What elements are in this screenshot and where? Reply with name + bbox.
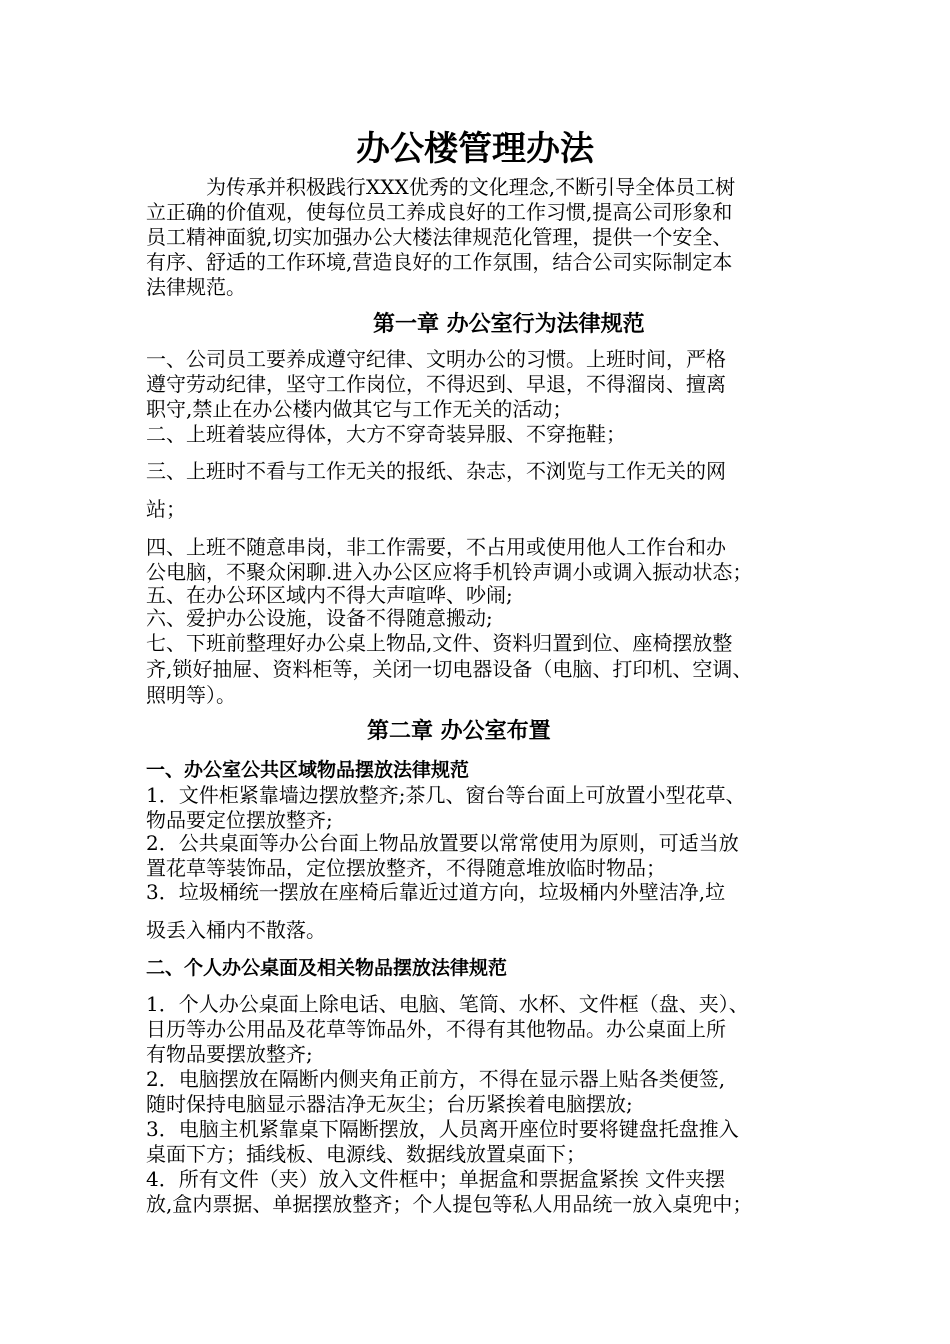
paragraph-line: 有物品要摆放整齐; <box>146 1042 313 1066</box>
document-title: 办公楼管理办法 <box>356 129 594 169</box>
chapter-heading: 第一章 办公室行为法律规范 <box>373 312 645 337</box>
paragraph-line: 3．电脑主机紧靠桌下隔断摆放，人员离开座位时要将键盘托盘推入 <box>146 1117 739 1141</box>
intro-line: 员工精神面貌,切实加强办公大楼法律规范化管理，提供一个安全、 <box>146 225 733 249</box>
paragraph-line: 2．公共桌面等办公台面上物品放置要以常常使用为原则，可适当放 <box>146 831 739 855</box>
paragraph-line: 五、在办公环区域内不得大声喧哗、吵闹; <box>146 583 513 607</box>
intro-line: 有序、舒适的工作环境,营造良好的工作氛围，结合公司实际制定本 <box>146 250 733 274</box>
intro-line: 立正确的价值观，使每位员工养成良好的工作习惯,提高公司形象和 <box>146 200 733 224</box>
paragraph-line: 遵守劳动纪律，坚守工作岗位，不得迟到、早退，不得溜岗、擅离 <box>146 372 726 396</box>
paragraph-line: 一、公司员工要养成遵守纪律、文明办公的习惯。上班时间，严格 <box>146 347 726 371</box>
paragraph-line: 1．个人办公桌面上除电话、电脑、笔筒、水杯、文件框（盘、夹）、 <box>146 992 749 1016</box>
paragraph-line: 桌面下方；插线板、电源线、数据线放置桌面下； <box>146 1142 586 1166</box>
paragraph-line: 齐,锁好抽屉、资料柜等，关闭一切电器设备（电脑、打印机、空调、 <box>146 657 753 681</box>
paragraph-line: 放,盒内票据、单据摆放整齐；个人提包等私人用品统一放入桌兜中； <box>146 1192 753 1216</box>
paragraph-line: 置花草等装饰品，定位摆放整齐，不得随意堆放临时物品； <box>146 856 666 880</box>
paragraph-line: 2．电脑摆放在隔断内侧夹角正前方，不得在显示器上贴各类便签, <box>146 1067 726 1091</box>
chapter-heading: 第二章 办公室布置 <box>367 719 551 744</box>
paragraph-line: 1．文件柜紧靠墙边摆放整齐;茶几、窗台等台面上可放置小型花草、 <box>146 783 746 807</box>
paragraph-line: 随时保持电脑显示器洁净无灰尘；台历紧挨着电脑摆放; <box>146 1092 633 1116</box>
paragraph-line: 公电脑，不聚众闲聊.进入办公区应将手机铃声调小或调入振动状态； <box>146 560 753 584</box>
paragraph-line: 圾丢入桶内不散落。 <box>146 918 326 942</box>
paragraph-line: 四、上班不随意串岗，非工作需要，不占用或使用他人工作台和办 <box>146 535 726 559</box>
paragraph-line: 照明等）。 <box>146 683 236 707</box>
paragraph-line: 七、下班前整理好办公桌上物品,文件、资料归置到位、座椅摆放整 <box>146 631 733 655</box>
intro-line: 法律规范。 <box>146 275 246 299</box>
paragraph-line: 站； <box>146 497 186 521</box>
paragraph-line: 日历等办公用品及花草等饰品外，不得有其他物品。办公桌面上所 <box>146 1017 726 1041</box>
paragraph-line: 3．垃圾桶统一摆放在座椅后靠近过道方向，垃圾桶内外壁洁净,垃 <box>146 880 726 904</box>
section-heading: 二、个人办公桌面及相关物品摆放法律规范 <box>146 957 508 979</box>
section-heading: 一、办公室公共区域物品摆放法律规范 <box>146 759 470 781</box>
paragraph-line: 六、爱护办公设施，设备不得随意搬动; <box>146 606 493 630</box>
paragraph-line: 4．所有文件（夹）放入文件框中；单据盒和票据盒紧挨 文件夹摆 <box>146 1167 726 1191</box>
paragraph-line: 三、上班时不看与工作无关的报纸、杂志，不浏览与工作无关的网 <box>146 459 726 483</box>
paragraph-line: 职守,禁止在办公楼内做其它与工作无关的活动； <box>146 397 573 421</box>
intro-line: 为传承并积极践行XXX优秀的文化理念,不断引导全体员工树 <box>146 175 736 199</box>
paragraph-line: 二、上班着装应得体，大方不穿奇装异服、不穿拖鞋； <box>146 422 626 446</box>
paragraph-line: 物品要定位摆放整齐; <box>146 808 333 832</box>
